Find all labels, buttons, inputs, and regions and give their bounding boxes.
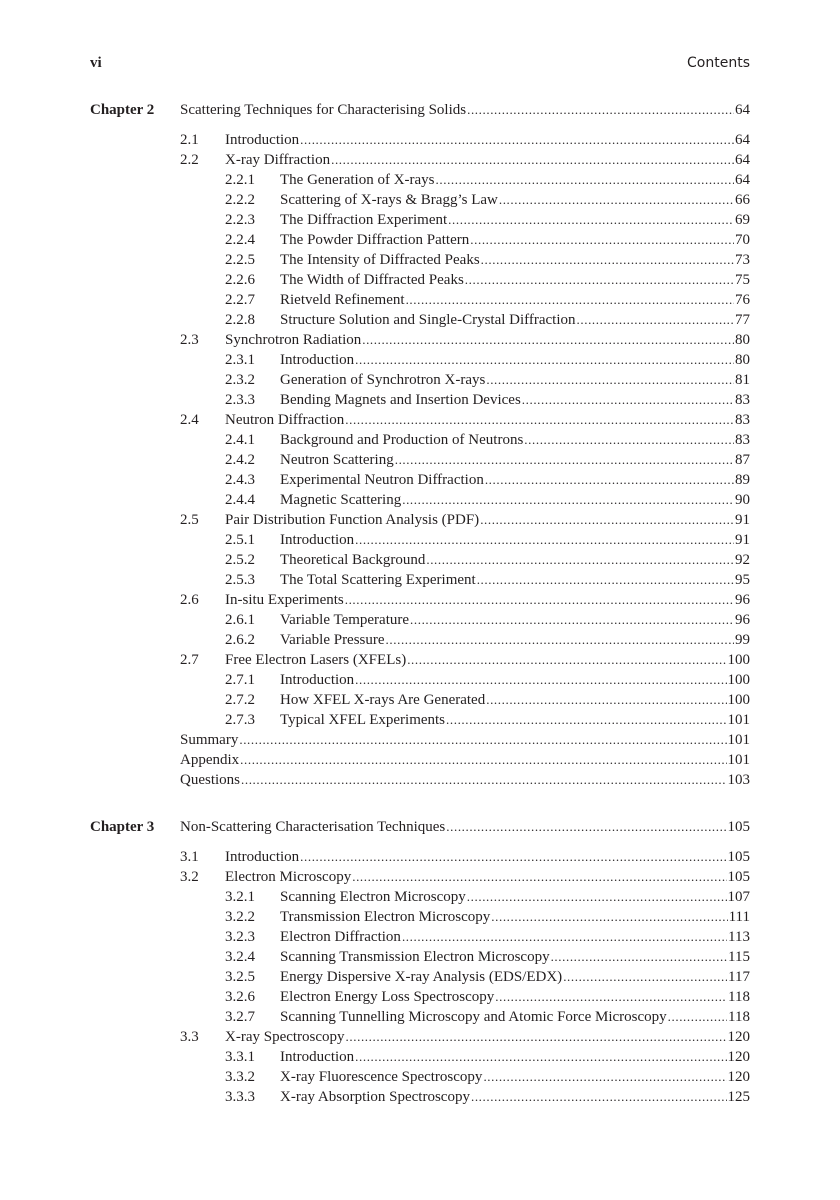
- page-ref: 83: [735, 412, 750, 428]
- toc-entry[interactable]: [90, 650, 750, 670]
- section-title: How XFEL X-rays Are Generated: [280, 692, 486, 708]
- toc-entry[interactable]: [90, 530, 750, 550]
- toc-entry[interactable]: [90, 430, 750, 450]
- section-number: 2.3.3: [225, 392, 255, 408]
- dot-leader: [436, 170, 734, 190]
- toc-entry[interactable]: [90, 1047, 750, 1067]
- section-number: 2.6: [180, 592, 199, 608]
- page-ref: 70: [735, 232, 750, 248]
- section-number: 3.3.2: [225, 1069, 255, 1085]
- page-ref: 117: [728, 969, 750, 985]
- spacer: [90, 837, 750, 847]
- section-title: X-ray Absorption Spectroscopy: [280, 1089, 470, 1105]
- section-title: Pair Distribution Function Analysis (PDF): [225, 512, 480, 528]
- entry-line: [280, 610, 750, 630]
- entry-line: [280, 1067, 750, 1087]
- page-ref: 100: [727, 652, 750, 668]
- running-header: [90, 55, 750, 77]
- toc-entry[interactable]: [90, 967, 750, 987]
- section-title: The Intensity of Diffracted Peaks: [280, 252, 480, 268]
- entry-line: [280, 390, 750, 410]
- toc-entry[interactable]: [90, 750, 750, 770]
- toc-entry[interactable]: [90, 630, 750, 650]
- page-ref: 101: [727, 752, 750, 768]
- section-title: Scanning Tunnelling Microscopy and Atomic Force Microscopy: [280, 1009, 667, 1025]
- entry-line: [280, 927, 750, 947]
- section-number: 3.3: [180, 1029, 199, 1045]
- page-ref: 118: [728, 989, 750, 1005]
- chapter-block: [90, 817, 750, 1107]
- entry-line: [280, 250, 750, 270]
- toc-entry[interactable]: [90, 250, 750, 270]
- section-number: 2.5.3: [225, 572, 255, 588]
- dot-leader: [480, 510, 734, 530]
- section-title: Experimental Neutron Diffraction: [280, 472, 484, 488]
- dot-leader: [362, 330, 734, 350]
- section-title: Background and Production of Neutrons: [280, 432, 524, 448]
- dot-leader: [495, 987, 727, 1007]
- page-ref: 107: [727, 889, 750, 905]
- dot-leader: [406, 290, 734, 310]
- toc-entry[interactable]: [90, 510, 750, 530]
- page-ref: 83: [735, 432, 750, 448]
- section-title: Neutron Diffraction: [225, 412, 345, 428]
- page-ref: 77: [735, 312, 750, 328]
- section-number: 3.2.4: [225, 949, 255, 965]
- page-ref: 80: [735, 352, 750, 368]
- section-title: X-ray Spectroscopy: [225, 1029, 345, 1045]
- section-number: 2.7.3: [225, 712, 255, 728]
- dot-leader: [241, 770, 727, 790]
- section-number: 2.4.3: [225, 472, 255, 488]
- page-number: vi: [90, 55, 102, 71]
- section-number: 2.4: [180, 412, 199, 428]
- dot-leader: [345, 410, 734, 430]
- toc-entry[interactable]: [90, 1007, 750, 1027]
- running-title: Contents: [687, 55, 750, 71]
- entry-line: [180, 817, 750, 837]
- page-ref: 120: [727, 1069, 750, 1085]
- dot-leader: [486, 370, 734, 390]
- page-ref: 111: [728, 909, 750, 925]
- spacer: [90, 120, 750, 130]
- entry-line: [280, 230, 750, 250]
- entry-line: [280, 710, 750, 730]
- section-title: Electron Microscopy: [225, 869, 352, 885]
- toc-entry[interactable]: [90, 190, 750, 210]
- section-title: Introduction: [225, 132, 300, 148]
- toc-entry[interactable]: [90, 230, 750, 250]
- entry-line: [280, 190, 750, 210]
- dot-leader: [486, 690, 726, 710]
- section-title: Variable Temperature: [280, 612, 410, 628]
- section-title: Scattering of X-rays & Bragg’s Law: [280, 192, 498, 208]
- dot-leader: [355, 350, 734, 370]
- toc-entry[interactable]: [90, 670, 750, 690]
- entry-line: [280, 290, 750, 310]
- dot-leader: [300, 130, 734, 150]
- section-title: Neutron Scattering: [280, 452, 394, 468]
- page-ref: 76: [735, 292, 750, 308]
- section-number: 2.3.2: [225, 372, 255, 388]
- entry-line: [225, 410, 750, 430]
- page-ref: 105: [727, 849, 750, 865]
- chapter-block: [90, 100, 750, 790]
- section-number: 2.6.1: [225, 612, 255, 628]
- page-ref: 75: [735, 272, 750, 288]
- entry-line: [280, 430, 750, 450]
- section-title: The Generation of X-rays: [280, 172, 435, 188]
- entry-line: [180, 100, 750, 120]
- page-ref: 118: [728, 1009, 750, 1025]
- chapter-title: Scattering Techniques for Characterising Solids: [180, 102, 467, 118]
- section-number: 2.7: [180, 652, 199, 668]
- toc-entry[interactable]: [90, 150, 750, 170]
- section-title: Free Electron Lasers (XFELs): [225, 652, 407, 668]
- page-ref: 91: [735, 512, 750, 528]
- section-number: 2.2.1: [225, 172, 255, 188]
- section-number: 2.1: [180, 132, 199, 148]
- page-ref: 113: [728, 929, 750, 945]
- page-ref: 125: [727, 1089, 750, 1105]
- page-ref: 120: [727, 1029, 750, 1045]
- section-title: Introduction: [280, 672, 355, 688]
- entry-line: [280, 967, 750, 987]
- toc-entry[interactable]: [90, 290, 750, 310]
- page-ref: 101: [727, 732, 750, 748]
- dot-leader: [355, 670, 726, 690]
- section-title: In-situ Experiments: [225, 592, 344, 608]
- entry-line: [280, 947, 750, 967]
- page-ref: 83: [735, 392, 750, 408]
- entry-line: [180, 730, 750, 750]
- section-number: 2.5.2: [225, 552, 255, 568]
- dot-leader: [491, 907, 727, 927]
- section-number: 2.3: [180, 332, 199, 348]
- toc-entry[interactable]: [90, 310, 750, 330]
- toc-entry[interactable]: [90, 730, 750, 750]
- entry-line: [225, 130, 750, 150]
- toc-entry[interactable]: [90, 130, 750, 150]
- entry-line: [280, 987, 750, 1007]
- dot-leader: [465, 270, 734, 290]
- dot-leader: [563, 967, 727, 987]
- section-title: Summary: [180, 732, 239, 748]
- toc-entry[interactable]: [90, 450, 750, 470]
- dot-leader: [481, 250, 734, 270]
- dot-leader: [577, 310, 734, 330]
- dot-leader: [522, 390, 734, 410]
- page-ref: 103: [727, 772, 750, 788]
- section-title: The Total Scattering Experiment: [280, 572, 476, 588]
- dot-leader: [446, 710, 726, 730]
- toc-entry[interactable]: [90, 210, 750, 230]
- section-title: X-ray Fluorescence Spectroscopy: [280, 1069, 483, 1085]
- entry-line: [225, 150, 750, 170]
- section-title: Energy Dispersive X-ray Analysis (EDS/EDX): [280, 969, 563, 985]
- dot-leader: [448, 210, 734, 230]
- entry-line: [280, 1047, 750, 1067]
- dot-leader: [345, 590, 734, 610]
- chapter-heading[interactable]: [90, 100, 750, 120]
- dot-leader: [331, 150, 734, 170]
- section-title: Scanning Electron Microscopy: [280, 889, 466, 905]
- section-number: 3.2.1: [225, 889, 255, 905]
- toc-entry[interactable]: [90, 1067, 750, 1087]
- chapter-label: Chapter 2: [90, 102, 155, 118]
- dot-leader: [467, 887, 727, 907]
- toc-entry[interactable]: [90, 350, 750, 370]
- toc-entry[interactable]: [90, 570, 750, 590]
- toc-entry[interactable]: [90, 847, 750, 867]
- toc-entry[interactable]: [90, 550, 750, 570]
- section-title: Questions: [180, 772, 240, 788]
- dot-leader: [426, 550, 734, 570]
- section-number: 3.2.6: [225, 989, 255, 1005]
- page-ref: 99: [735, 632, 750, 648]
- section-title: Magnetic Scattering: [280, 492, 402, 508]
- page-ref: 87: [735, 452, 750, 468]
- section-title: Variable Pressure: [280, 632, 385, 648]
- section-title: Generation of Synchrotron X-rays: [280, 372, 486, 388]
- page-ref: 81: [735, 372, 750, 388]
- entry-line: [280, 170, 750, 190]
- section-title: X-ray Diffraction: [225, 152, 331, 168]
- entry-line: [280, 470, 750, 490]
- section-title: Introduction: [280, 1049, 355, 1065]
- page-ref: 105: [727, 819, 750, 835]
- dot-leader: [477, 570, 734, 590]
- page-ref: 101: [727, 712, 750, 728]
- toc-entry[interactable]: [90, 947, 750, 967]
- dot-leader: [300, 847, 726, 867]
- entry-line: [280, 450, 750, 470]
- page-ref: 115: [728, 949, 750, 965]
- section-number: 3.2.3: [225, 929, 255, 945]
- entry-line: [225, 1027, 750, 1047]
- section-title: Introduction: [225, 849, 300, 865]
- section-number: 2.5: [180, 512, 199, 528]
- section-number: 2.2.5: [225, 252, 255, 268]
- page-ref: 66: [735, 192, 750, 208]
- toc-entry[interactable]: [90, 610, 750, 630]
- entry-line: [280, 1087, 750, 1107]
- section-title: The Diffraction Experiment: [280, 212, 448, 228]
- entry-line: [280, 1007, 750, 1027]
- section-number: 2.4.4: [225, 492, 255, 508]
- toc-entry[interactable]: [90, 887, 750, 907]
- toc-entry[interactable]: [90, 590, 750, 610]
- page-ref: 64: [735, 132, 750, 148]
- toc-entry[interactable]: [90, 410, 750, 430]
- section-number: 3.2: [180, 869, 199, 885]
- section-number: 2.2.7: [225, 292, 255, 308]
- toc-entry[interactable]: [90, 1087, 750, 1107]
- dot-leader: [467, 100, 734, 120]
- toc-entry[interactable]: [90, 270, 750, 290]
- toc-entry[interactable]: [90, 927, 750, 947]
- page-ref: 64: [735, 102, 750, 118]
- entry-line: [225, 330, 750, 350]
- section-number: 3.1: [180, 849, 199, 865]
- dot-leader: [346, 1027, 727, 1047]
- page-ref: 64: [735, 152, 750, 168]
- section-number: 3.2.5: [225, 969, 255, 985]
- entry-line: [280, 530, 750, 550]
- dot-leader: [499, 190, 734, 210]
- section-number: 2.2.8: [225, 312, 255, 328]
- entry-line: [225, 590, 750, 610]
- toc-entry[interactable]: [90, 170, 750, 190]
- section-number: 2.2.4: [225, 232, 255, 248]
- section-number: 3.3.1: [225, 1049, 255, 1065]
- section-title: The Width of Diffracted Peaks: [280, 272, 464, 288]
- entry-line: [280, 350, 750, 370]
- toc-entry[interactable]: [90, 490, 750, 510]
- toc-entry[interactable]: [90, 390, 750, 410]
- section-number: 2.2.6: [225, 272, 255, 288]
- page-ref: 90: [735, 492, 750, 508]
- page-ref: 95: [735, 572, 750, 588]
- dot-leader: [386, 630, 734, 650]
- section-title: Appendix: [180, 752, 240, 768]
- section-number: 2.2.3: [225, 212, 255, 228]
- section-number: 2.2: [180, 152, 199, 168]
- page-ref: 105: [727, 869, 750, 885]
- page-ref: 96: [735, 612, 750, 628]
- section-title: Introduction: [280, 352, 355, 368]
- entry-line: [280, 370, 750, 390]
- section-title: Bending Magnets and Insertion Devices: [280, 392, 521, 408]
- section-title: Theoretical Background: [280, 552, 426, 568]
- toc-entry[interactable]: [90, 470, 750, 490]
- dot-leader: [410, 610, 734, 630]
- section-number: 2.2.2: [225, 192, 255, 208]
- dot-leader: [402, 490, 734, 510]
- entry-line: [280, 490, 750, 510]
- entry-line: [180, 770, 750, 790]
- entry-line: [280, 630, 750, 650]
- dot-leader: [352, 867, 726, 887]
- entry-line: [225, 510, 750, 530]
- page-ref: 73: [735, 252, 750, 268]
- dot-leader: [668, 1007, 727, 1027]
- toc-entry[interactable]: [90, 1027, 750, 1047]
- section-title: Transmission Electron Microscopy: [280, 909, 491, 925]
- toc-entry[interactable]: [90, 330, 750, 350]
- toc-entry[interactable]: [90, 690, 750, 710]
- section-number: 2.5.1: [225, 532, 255, 548]
- toc-entry[interactable]: [90, 987, 750, 1007]
- section-title: The Powder Diffraction Pattern: [280, 232, 470, 248]
- section-title: Introduction: [280, 532, 355, 548]
- section-title: Typical XFEL Experiments: [280, 712, 446, 728]
- chapter-label: Chapter 3: [90, 819, 155, 835]
- section-title: Rietveld Refinement: [280, 292, 405, 308]
- toc-entry[interactable]: [90, 370, 750, 390]
- entry-line: [225, 847, 750, 867]
- entry-line: [225, 650, 750, 670]
- toc-entry[interactable]: [90, 907, 750, 927]
- dot-leader: [239, 730, 726, 750]
- section-number: 3.3.3: [225, 1089, 255, 1105]
- section-title: Synchrotron Radiation: [225, 332, 362, 348]
- section-title: Electron Energy Loss Spectroscopy: [280, 989, 495, 1005]
- dot-leader: [355, 530, 734, 550]
- dot-leader: [470, 230, 734, 250]
- dot-leader: [483, 1067, 726, 1087]
- page-ref: 92: [735, 552, 750, 568]
- dot-leader: [240, 750, 726, 770]
- dot-leader: [407, 650, 726, 670]
- section-number: 2.3.1: [225, 352, 255, 368]
- section-number: 2.7.1: [225, 672, 255, 688]
- entry-line: [280, 690, 750, 710]
- dot-leader: [471, 1087, 727, 1107]
- section-number: 2.4.1: [225, 432, 255, 448]
- section-title: Electron Diffraction: [280, 929, 401, 945]
- page-ref: 120: [727, 1049, 750, 1065]
- entry-line: [280, 210, 750, 230]
- section-number: 2.7.2: [225, 692, 255, 708]
- chapter-title: Non-Scattering Characterisation Techniques: [180, 819, 446, 835]
- dot-leader: [355, 1047, 726, 1067]
- chapter-heading[interactable]: [90, 817, 750, 837]
- page-ref: 91: [735, 532, 750, 548]
- dot-leader: [524, 430, 734, 450]
- toc-entry[interactable]: [90, 867, 750, 887]
- entry-line: [280, 907, 750, 927]
- page-ref: 69: [735, 212, 750, 228]
- entry-line: [180, 750, 750, 770]
- page-ref: 80: [735, 332, 750, 348]
- dot-leader: [485, 470, 734, 490]
- page-ref: 100: [727, 672, 750, 688]
- section-title: Structure Solution and Single-Crystal Diffraction: [280, 312, 576, 328]
- section-number: 3.2.2: [225, 909, 255, 925]
- entry-line: [280, 550, 750, 570]
- section-number: 2.4.2: [225, 452, 255, 468]
- entry-line: [280, 310, 750, 330]
- entry-line: [280, 570, 750, 590]
- toc-entry[interactable]: [90, 710, 750, 730]
- dot-leader: [395, 450, 734, 470]
- dot-leader: [446, 817, 726, 837]
- entry-line: [280, 887, 750, 907]
- page-ref: 100: [727, 692, 750, 708]
- section-title: Scanning Transmission Electron Microscopy: [280, 949, 550, 965]
- section-number: 3.2.7: [225, 1009, 255, 1025]
- page-ref: 64: [735, 172, 750, 188]
- entry-line: [225, 867, 750, 887]
- entry-line: [280, 270, 750, 290]
- dot-leader: [551, 947, 727, 967]
- page-ref: 89: [735, 472, 750, 488]
- toc-entry[interactable]: [90, 770, 750, 790]
- section-number: 2.6.2: [225, 632, 255, 648]
- entry-line: [280, 670, 750, 690]
- page-ref: 96: [735, 592, 750, 608]
- dot-leader: [402, 927, 727, 947]
